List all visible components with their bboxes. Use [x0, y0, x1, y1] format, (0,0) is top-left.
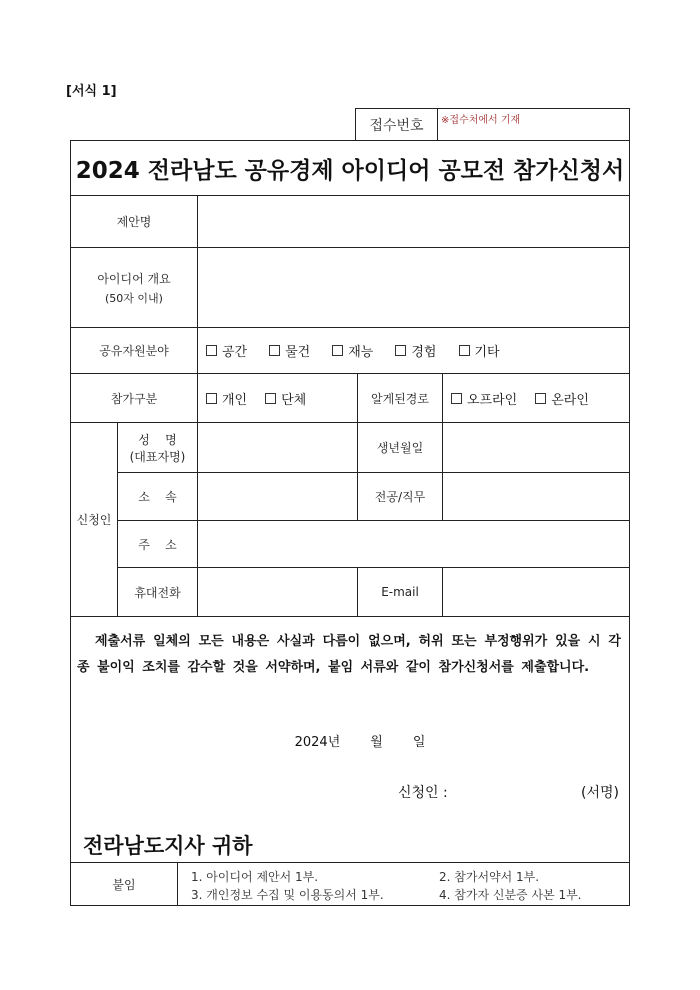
name-field[interactable]	[197, 422, 358, 473]
summary-label	[70, 247, 198, 328]
attachment-item: 2. 참가서약서 1부.	[439, 870, 540, 884]
address-field[interactable]	[197, 520, 630, 568]
proposal-label: 제안명	[70, 195, 198, 248]
attachment-item: 4. 참가자 신분증 사본 1부.	[439, 888, 582, 902]
phone-field[interactable]	[197, 567, 358, 617]
participation-option-individual[interactable]	[206, 389, 247, 408]
resource-label: 공유자원분야	[70, 327, 198, 374]
option-label: 단체	[281, 392, 307, 408]
applicant-section-label: 신청인	[70, 422, 118, 617]
option-label: 재능	[348, 345, 374, 360]
date-month: 월	[370, 735, 383, 750]
phone-label: 휴대전화	[117, 567, 198, 617]
checkbox[interactable]	[332, 345, 343, 356]
affiliation-label: 소 속	[117, 472, 198, 521]
option-label: 경험	[411, 345, 437, 360]
name-label-text: 성 명	[138, 432, 177, 447]
resource-option-goods[interactable]	[269, 341, 310, 360]
summary-label-text: 아이디어 개요	[97, 271, 171, 286]
statement-box	[70, 616, 630, 863]
checkbox[interactable]	[269, 345, 280, 356]
checkbox[interactable]	[395, 345, 406, 356]
option-label: 오프라인	[467, 392, 518, 408]
resource-option-experience[interactable]	[395, 341, 436, 360]
birth-field[interactable]	[442, 422, 630, 473]
email-field[interactable]	[442, 567, 630, 617]
major-field[interactable]	[442, 472, 630, 521]
channel-option-online[interactable]	[535, 389, 589, 408]
receipt-number-label: 접수번호	[355, 108, 438, 141]
applicant-sign-label: 신청인 :	[398, 785, 448, 801]
participation-option-group[interactable]	[265, 389, 306, 408]
checkbox[interactable]	[206, 345, 217, 356]
option-label: 온라인	[551, 392, 589, 408]
page-title: 2024 전라남도 공유경제 아이디어 공모전 참가신청서	[70, 140, 630, 196]
option-label: 기타	[474, 345, 500, 360]
resource-option-talent[interactable]	[332, 341, 373, 360]
checkbox[interactable]	[206, 393, 217, 404]
option-label: 물건	[285, 345, 311, 360]
option-label: 개인	[222, 392, 248, 408]
form-number: [서식 1]	[66, 84, 117, 99]
receipt-number-field[interactable]	[437, 108, 630, 141]
channel-option-offline[interactable]	[451, 389, 517, 408]
major-label: 전공/직무	[357, 472, 443, 521]
participation-options	[197, 373, 358, 423]
resource-option-other[interactable]	[459, 341, 500, 360]
attachment-item: 3. 개인정보 수집 및 이용동의서 1부.	[191, 888, 384, 902]
affiliation-field[interactable]	[197, 472, 358, 521]
receipt-note: ※접수처에서 기재	[441, 115, 521, 126]
summary-note: (50자 이내)	[105, 291, 163, 305]
signature-label[interactable]: (서명)	[581, 785, 619, 801]
option-label: 공간	[222, 345, 248, 360]
name-note: (대표자명)	[129, 449, 186, 464]
birth-label: 생년월일	[357, 422, 443, 473]
attachment-item: 1. 아이디어 제안서 1부.	[191, 870, 319, 884]
channel-label: 알게된경로	[357, 373, 443, 423]
summary-field[interactable]	[197, 247, 630, 328]
attachments-label: 붙임	[70, 862, 178, 906]
checkbox[interactable]	[451, 393, 462, 404]
resource-option-space[interactable]	[206, 341, 247, 360]
address-label: 주 소	[117, 520, 198, 568]
addressee: 전라남도지사 귀하	[83, 834, 253, 858]
checkbox[interactable]	[535, 393, 546, 404]
email-label: E-mail	[357, 567, 443, 617]
checkbox[interactable]	[265, 393, 276, 404]
date-day: 일	[412, 735, 426, 750]
proposal-field[interactable]	[197, 195, 630, 248]
channel-options	[442, 373, 630, 423]
statement-text: 제출서류 일체의 모든 내용은 사실과 다름이 없으며, 허위 또는 부정행위가 있을 시 각종 불이익 조치를 감수할 것을 서약하며, 붙임 서류와 같이 참가신청서를 제출합니다.	[77, 634, 621, 675]
name-label	[117, 422, 198, 473]
date-year: 2024년	[294, 735, 341, 750]
date-line	[71, 731, 629, 750]
checkbox[interactable]	[459, 345, 470, 356]
resource-options	[197, 327, 630, 374]
attachments-list	[177, 862, 630, 906]
participation-label: 참가구분	[70, 373, 198, 423]
